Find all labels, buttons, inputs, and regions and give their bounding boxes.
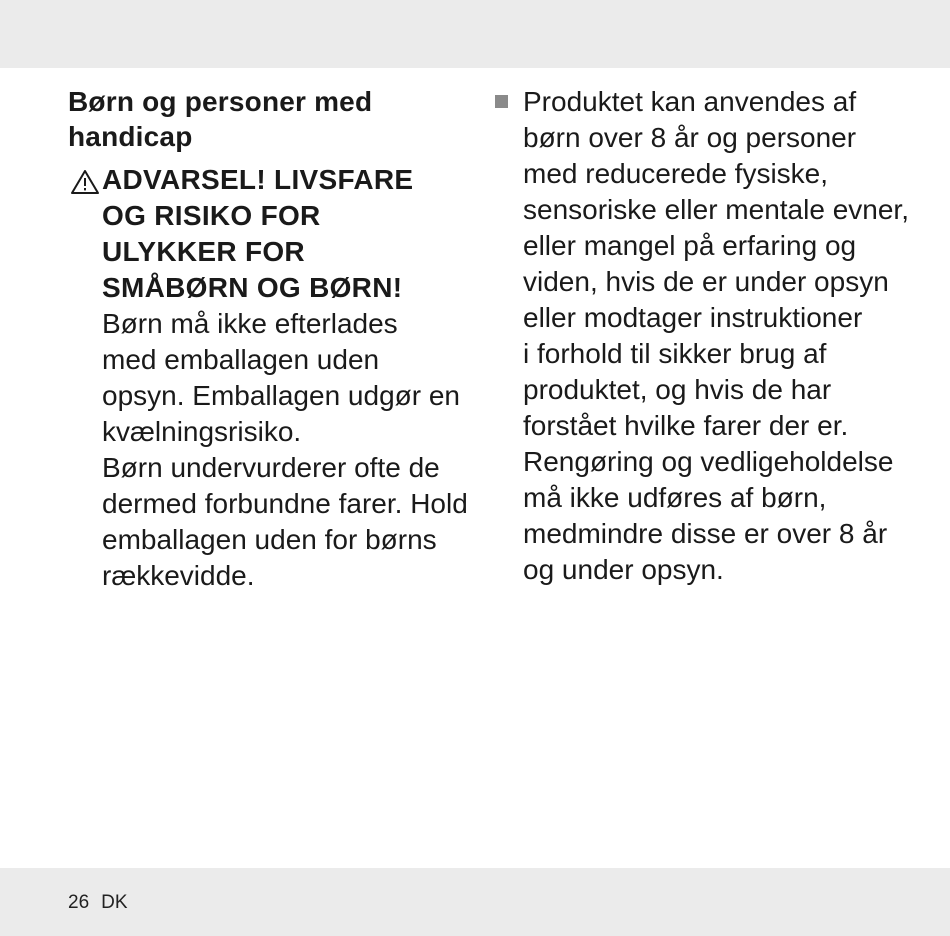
warning-paragraph-2: Børn undervurderer ofte de dermed forbundne farer. Hold emballagen uden for børns rækkevidde. <box>102 452 468 591</box>
warning-paragraph-1: Børn må ikke efterlades med emballagen uden opsyn. Emballagen udgør en kvælningsrisiko. <box>102 308 460 447</box>
right-column <box>495 84 915 588</box>
square-bullet-icon <box>495 95 508 108</box>
left-column <box>68 84 468 594</box>
page-footer <box>68 892 140 914</box>
language-code: DK <box>101 892 128 913</box>
bullet-item <box>495 84 915 588</box>
warning-triangle-icon <box>70 169 100 195</box>
warning-title: ADVARSEL! LIVSFARE OG RISIKO FOR ULYKKER FOR SMÅBØRN OG BØRN! <box>102 164 414 303</box>
bottom-margin-band <box>0 868 950 936</box>
page-number: 26 <box>68 892 90 913</box>
top-margin-band <box>0 0 950 68</box>
warning-block <box>68 162 468 594</box>
section-heading: Børn og personer med handicap <box>68 86 373 152</box>
bullet-text: Produktet kan anvendes af børn over 8 år og personer med reducerede fysiske, sensoriske eller mentale evner, eller mangel på erfaring og viden, hvis de er under opsyn eller modtager instruktioner i forhold til sikker brug af produktet, og hvis de har forstået hvilke farer der er. Rengøring og vedligeholdelse må ikke udføres af børn, medmindre disse er over 8 år og under opsyn. <box>523 86 909 585</box>
